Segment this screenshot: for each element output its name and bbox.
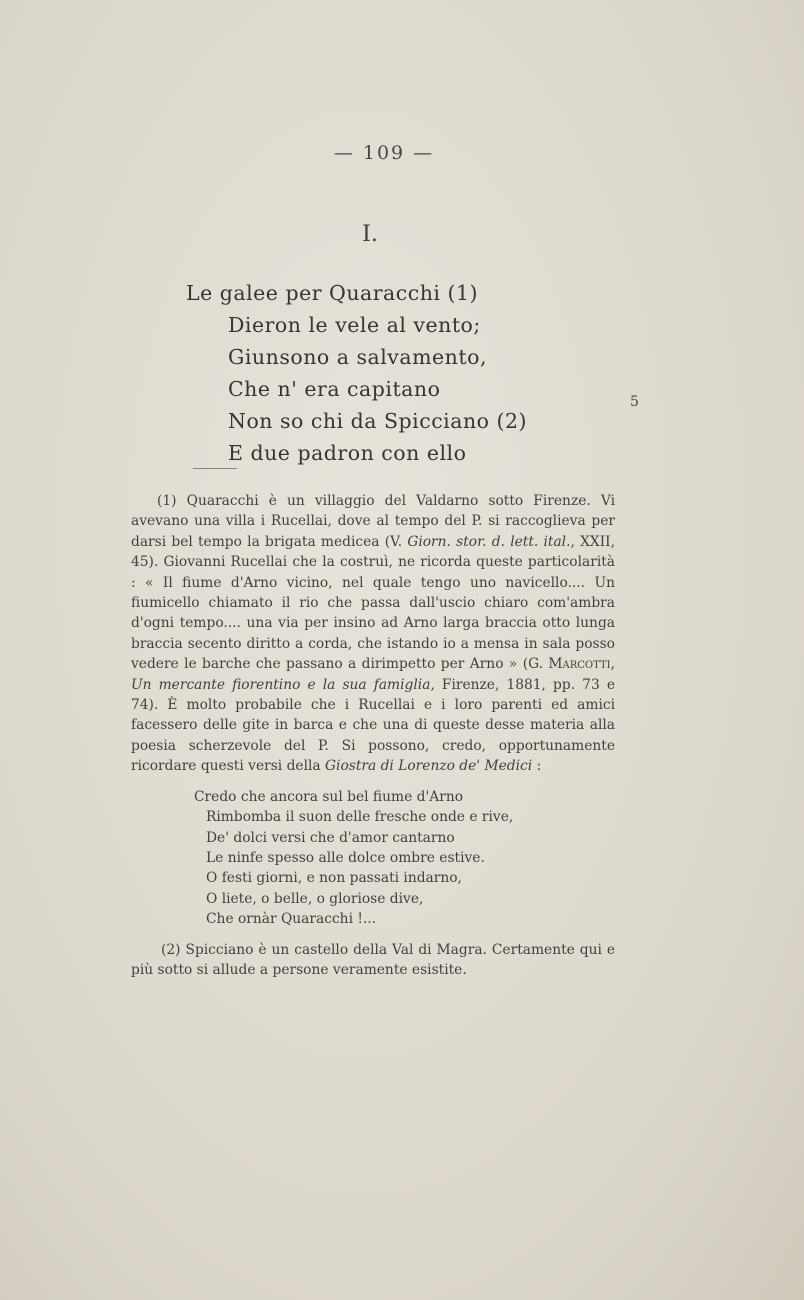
poem-title: Giostra di Lorenzo de' Medici xyxy=(325,758,533,775)
verse-line-number: 5 xyxy=(630,394,639,410)
footnote-separator xyxy=(193,468,237,469)
footnote-text: , xyxy=(610,656,615,673)
book-title: Un mercante fiorentino e la sua famiglia xyxy=(131,676,431,693)
poem-line: Dieron le vele al vento; xyxy=(228,313,481,337)
footnote-text: (1) Quaracchi è un villaggio del Valdarno sotto Firenze. Vi avevano una villa i Rucellai, dove al tempo del P. si raccoglieva per darsi bel tempo la brigata medicea (V. xyxy=(131,493,615,550)
section-numeral: I. xyxy=(362,222,378,247)
journal-title: Giorn. stor. d. lett. ital. xyxy=(407,533,571,550)
quote-line: Rimbomba il suon delle fresche onde e rive, xyxy=(206,809,514,826)
quote-line: Credo che ancora sul bel fiume d'Arno xyxy=(194,788,464,805)
footnote-text: : xyxy=(532,758,542,775)
page-number: — 109 — xyxy=(333,142,435,164)
poem-line: E due padron con ello xyxy=(228,441,467,465)
author-name: Marcotti xyxy=(548,656,611,673)
footnote-1 xyxy=(131,491,615,777)
footnote-2: (2) Spicciano è un castello della Val di Magra. Certamente qui e più sotto si allude a persone veramente esistite. xyxy=(131,941,615,978)
poem-line: Giunsono a salvamento, xyxy=(228,345,487,369)
footnote-text: , Firenze, 1881, pp. 73 e 74). È molto probabile che i Rucellai e i loro parenti ed amici facessero delle gite in barca e che una di queste desse materia alla poesia scherzevole del P. Si possono, credo, opportunamente ricordare questi versi della xyxy=(131,676,615,775)
poem-stanza xyxy=(186,277,626,469)
quote-line: Che ornàr Quaracchi !... xyxy=(206,911,377,928)
poem-line: Che n' era capitano xyxy=(228,377,441,401)
footnotes xyxy=(131,491,615,980)
poem-line: Non so chi da Spicciano (2) xyxy=(228,409,528,433)
quote-line: O festi giorni, e non passati indarno, xyxy=(206,870,462,887)
quote-line: Le ninfe spesso alle dolce ombre estive. xyxy=(206,849,485,866)
quote-line: De' dolci versi che d'amor cantarno xyxy=(206,829,455,846)
quoted-verses xyxy=(194,787,615,930)
poem-line: Le galee per Quaracchi (1) xyxy=(186,281,479,305)
footnote-text: , XXII, 45). Giovanni Rucellai che la costruì, ne ricorda queste particolarità : « Il fiume d'Arno vicino, nel quale tengo uno navicello.... Un fiumicello chiamato il rio che passa dall'uscio chiaro com'ambra d'ogni tempo.... una via per insino ad Arno larga braccia otto lunga braccia secento diritto a corda, che istando io a mensa in sala posso vedere le barche che passano a dirimpetto per Arno » (G. xyxy=(131,533,616,673)
quote-line: O liete, o belle, o gloriose dive, xyxy=(206,890,424,907)
